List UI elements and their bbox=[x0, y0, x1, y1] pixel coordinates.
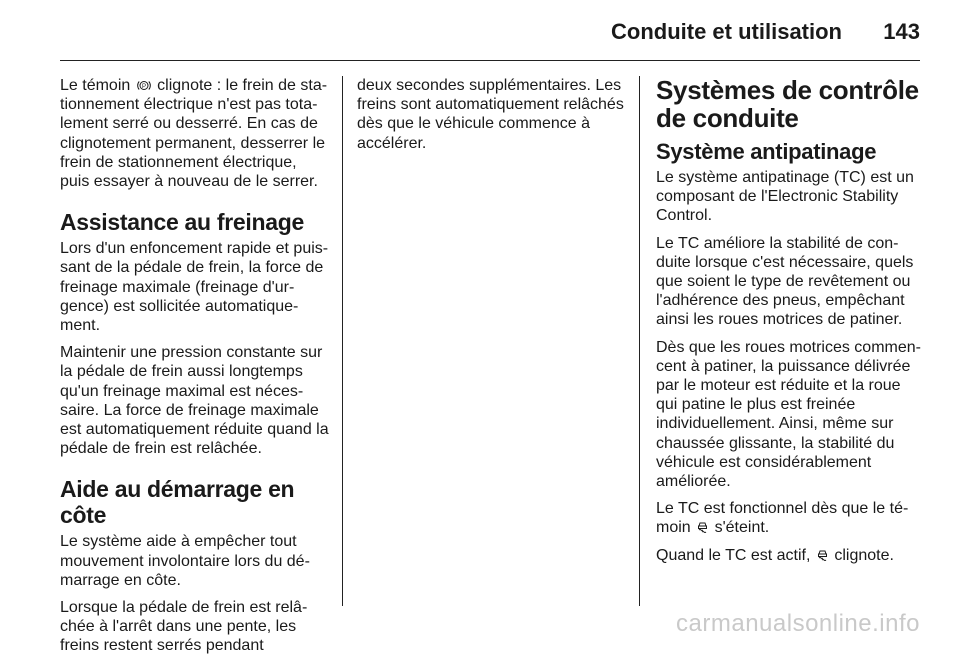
paragraph: Le système aide à empêcher tout mouvement involontaire lors du démarrage en côte. bbox=[60, 533, 310, 589]
header-rule bbox=[60, 60, 920, 61]
text: Le TC est fonctionnel dès que le témoin bbox=[656, 500, 909, 537]
section-title: Conduite et utilisation bbox=[611, 19, 842, 44]
text: Le témoin bbox=[60, 77, 131, 94]
paragraph: Dès que les roues motrices commencent à patiner, la puissance délivrée par le moteur est réduite et la roue qui patine le plus est freinée individuellement. Ainsi, même sur chaussée glissante, la stabilité du véhicule est considérablement améliorée. bbox=[656, 338, 921, 491]
svg-text:P: P bbox=[141, 84, 146, 90]
paragraph bbox=[60, 76, 330, 191]
paragraph: Le système antipatinage (TC) est un composant de l'Electronic Stability Control. bbox=[656, 169, 914, 225]
column-divider bbox=[342, 76, 343, 606]
traction-control-lamp-icon bbox=[697, 521, 708, 534]
column-3 bbox=[656, 76, 926, 573]
parking-brake-lamp-icon bbox=[137, 79, 151, 92]
paragraph: Lors d'un enfoncement rapide et puissant de la pédale de frein, la force de freinage maximale (freinage d'urgence) est sollicitée automatiquement. bbox=[60, 240, 329, 335]
paragraph: Maintenir une pression constante sur la pédale de frein aussi longtemps qu'un freinage maximal est nécessaire. La force de freinage maximale est automatiquement réduite quand la pédale de frein est relâchée. bbox=[60, 344, 329, 458]
traction-control-lamp-icon bbox=[817, 549, 828, 562]
text: s'éteint. bbox=[714, 519, 770, 537]
column-2 bbox=[357, 76, 627, 161]
text: Quand le TC est actif, bbox=[656, 546, 811, 564]
paragraph: deux secondes supplémentaires. Les freins sont automatiquement relâchés dès que le véhicule commence à accélérer. bbox=[357, 77, 624, 152]
text: clignote. bbox=[834, 546, 894, 564]
page-header bbox=[0, 0, 960, 62]
heading-traction-control: Système antipatinage bbox=[656, 139, 877, 164]
watermark: carmanualsonline.info bbox=[676, 610, 920, 637]
column-divider bbox=[639, 76, 640, 606]
paragraph bbox=[656, 499, 926, 537]
heading-driving-control-systems: Systèmes de contrôle de conduite bbox=[656, 75, 919, 133]
paragraph: Lorsque la pédale de frein est relâchée à l'arrêt dans une pente, les freins restent serrés pendant bbox=[60, 599, 308, 655]
heading-hill-start: Aide au démarrage en côte bbox=[60, 476, 295, 529]
column-1 bbox=[60, 76, 330, 664]
text: clignote : le frein de stationnement électrique n'est pas totalement serré ou desserré. En cas de clignotement permanent, desserrer le frein de stationnement électrique, puis essayer à nouveau de le serrer. bbox=[60, 77, 328, 191]
paragraph bbox=[656, 546, 926, 565]
page-number: 143 bbox=[883, 19, 920, 44]
heading-brake-assist: Assistance au freinage bbox=[60, 209, 304, 236]
paragraph: Le TC améliore la stabilité de conduite lorsque c'est nécessaire, quels que soient le type de revêtement ou l'adhérence des pneus, empêchant ainsi les roues motrices de patiner. bbox=[656, 234, 914, 329]
